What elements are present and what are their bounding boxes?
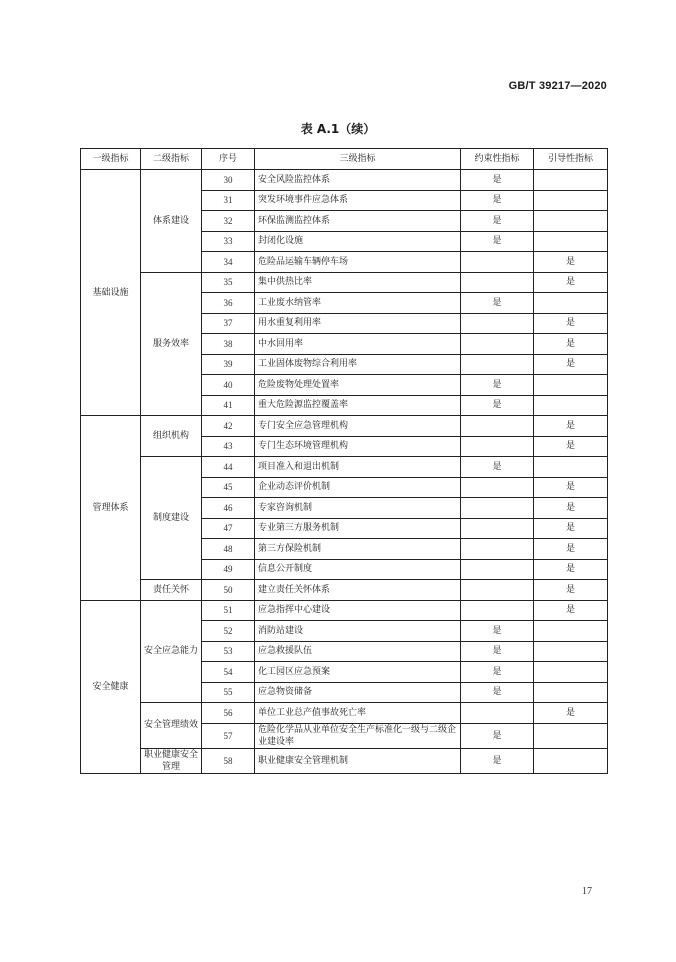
column-header: 二级指标 xyxy=(141,149,202,170)
row-number: 53 xyxy=(202,641,255,662)
indicator-name: 应急救援队伍 xyxy=(255,641,461,662)
indicator-name: 环保监测监控体系 xyxy=(255,211,461,232)
binding-mark: 是 xyxy=(461,662,534,683)
row-number: 31 xyxy=(202,190,255,211)
row-number: 40 xyxy=(202,375,255,396)
row-number: 48 xyxy=(202,539,255,560)
row-number: 30 xyxy=(202,170,255,191)
indicator-name: 职业健康安全管理机制 xyxy=(255,748,461,773)
binding-mark: 是 xyxy=(461,170,534,191)
binding-mark xyxy=(461,703,534,724)
subgroup-cell: 服务效率 xyxy=(141,272,202,416)
guiding-mark xyxy=(534,682,608,703)
indicator-name: 中水回用率 xyxy=(255,334,461,355)
indicator-name: 应急指挥中心建设 xyxy=(255,600,461,621)
binding-mark: 是 xyxy=(461,375,534,396)
binding-mark xyxy=(461,539,534,560)
table-row xyxy=(81,703,608,724)
guiding-mark xyxy=(534,375,608,396)
indicator-name: 应急物资储备 xyxy=(255,682,461,703)
column-header: 引导性指标 xyxy=(534,149,608,170)
guiding-mark: 是 xyxy=(534,334,608,355)
column-header: 序号 xyxy=(202,149,255,170)
guiding-mark: 是 xyxy=(534,436,608,457)
indicator-name: 突发环境事件应急体系 xyxy=(255,190,461,211)
row-number: 55 xyxy=(202,682,255,703)
binding-mark: 是 xyxy=(461,641,534,662)
table-header-row xyxy=(81,149,608,170)
binding-mark xyxy=(461,498,534,519)
guiding-mark: 是 xyxy=(534,559,608,580)
guiding-mark xyxy=(534,190,608,211)
column-header: 一级指标 xyxy=(81,149,141,170)
row-number: 41 xyxy=(202,395,255,416)
table-row xyxy=(81,580,608,601)
guiding-mark: 是 xyxy=(534,272,608,293)
indicator-name: 专业第三方服务机制 xyxy=(255,518,461,539)
row-number: 46 xyxy=(202,498,255,519)
guiding-mark: 是 xyxy=(534,313,608,334)
table-row xyxy=(81,600,608,621)
row-number: 36 xyxy=(202,293,255,314)
indicator-table xyxy=(80,148,608,774)
row-number: 52 xyxy=(202,621,255,642)
indicator-name: 安全风险监控体系 xyxy=(255,170,461,191)
subgroup-cell: 安全应急能力 xyxy=(141,600,202,703)
table-row xyxy=(81,457,608,478)
guiding-mark xyxy=(534,395,608,416)
binding-mark xyxy=(461,313,534,334)
guiding-mark xyxy=(534,457,608,478)
table-row xyxy=(81,170,608,191)
guiding-mark xyxy=(534,621,608,642)
column-header: 约束性指标 xyxy=(461,149,534,170)
row-number: 35 xyxy=(202,272,255,293)
guiding-mark xyxy=(534,748,608,773)
guiding-mark xyxy=(534,723,608,748)
indicator-name: 化工园区应急预案 xyxy=(255,662,461,683)
guiding-mark: 是 xyxy=(534,580,608,601)
binding-mark xyxy=(461,354,534,375)
table-row xyxy=(81,748,608,773)
table-row xyxy=(81,416,608,437)
row-number: 51 xyxy=(202,600,255,621)
subgroup-cell: 制度建设 xyxy=(141,457,202,580)
guiding-mark xyxy=(534,662,608,683)
binding-mark xyxy=(461,334,534,355)
binding-mark: 是 xyxy=(461,395,534,416)
row-number: 47 xyxy=(202,518,255,539)
indicator-name: 项目准入和退出机制 xyxy=(255,457,461,478)
guiding-mark: 是 xyxy=(534,703,608,724)
binding-mark: 是 xyxy=(461,682,534,703)
row-number: 32 xyxy=(202,211,255,232)
guiding-mark: 是 xyxy=(534,539,608,560)
binding-mark: 是 xyxy=(461,457,534,478)
indicator-name: 危险废物处理处置率 xyxy=(255,375,461,396)
group-cell: 管理体系 xyxy=(81,416,141,601)
binding-mark: 是 xyxy=(461,190,534,211)
binding-mark: 是 xyxy=(461,293,534,314)
guiding-mark xyxy=(534,211,608,232)
binding-mark xyxy=(461,252,534,273)
binding-mark: 是 xyxy=(461,621,534,642)
row-number: 58 xyxy=(202,748,255,773)
indicator-name: 工业废水纳管率 xyxy=(255,293,461,314)
indicator-name: 单位工业总产值事故死亡率 xyxy=(255,703,461,724)
guiding-mark: 是 xyxy=(534,477,608,498)
binding-mark xyxy=(461,559,534,580)
subgroup-cell: 职业健康安全管理 xyxy=(141,748,202,773)
row-number: 37 xyxy=(202,313,255,334)
indicator-name: 专门安全应急管理机构 xyxy=(255,416,461,437)
row-number: 39 xyxy=(202,354,255,375)
subgroup-cell: 组织机构 xyxy=(141,416,202,457)
binding-mark xyxy=(461,416,534,437)
binding-mark xyxy=(461,600,534,621)
indicator-name: 企业动态评价机制 xyxy=(255,477,461,498)
row-number: 56 xyxy=(202,703,255,724)
indicator-name: 专家咨询机制 xyxy=(255,498,461,519)
guiding-mark xyxy=(534,641,608,662)
subgroup-cell: 体系建设 xyxy=(141,170,202,273)
indicator-name: 第三方保险机制 xyxy=(255,539,461,560)
table-row xyxy=(81,272,608,293)
indicator-name: 消防站建设 xyxy=(255,621,461,642)
row-number: 42 xyxy=(202,416,255,437)
guiding-mark: 是 xyxy=(534,498,608,519)
row-number: 50 xyxy=(202,580,255,601)
row-number: 45 xyxy=(202,477,255,498)
indicator-name: 危险化学品从业单位安全生产标准化一级与二级企业建设率 xyxy=(255,723,461,748)
indicator-name: 工业固体废物综合利用率 xyxy=(255,354,461,375)
page-number: 17 xyxy=(582,886,592,897)
guiding-mark xyxy=(534,170,608,191)
binding-mark xyxy=(461,272,534,293)
row-number: 44 xyxy=(202,457,255,478)
row-number: 43 xyxy=(202,436,255,457)
binding-mark xyxy=(461,518,534,539)
row-number: 34 xyxy=(202,252,255,273)
guiding-mark: 是 xyxy=(534,252,608,273)
subgroup-cell: 责任关怀 xyxy=(141,580,202,601)
guiding-mark: 是 xyxy=(534,416,608,437)
indicator-name: 建立责任关怀体系 xyxy=(255,580,461,601)
indicator-name: 专门生态环境管理机构 xyxy=(255,436,461,457)
indicator-name: 信息公开制度 xyxy=(255,559,461,580)
binding-mark xyxy=(461,580,534,601)
row-number: 33 xyxy=(202,231,255,252)
row-number: 38 xyxy=(202,334,255,355)
binding-mark: 是 xyxy=(461,211,534,232)
guiding-mark: 是 xyxy=(534,518,608,539)
indicator-name: 危险品运输车辆停车场 xyxy=(255,252,461,273)
group-cell: 安全健康 xyxy=(81,600,141,773)
binding-mark xyxy=(461,436,534,457)
indicator-name: 重大危险源监控覆盖率 xyxy=(255,395,461,416)
subgroup-cell: 安全管理绩效 xyxy=(141,703,202,749)
guiding-mark xyxy=(534,293,608,314)
binding-mark: 是 xyxy=(461,723,534,748)
binding-mark: 是 xyxy=(461,748,534,773)
binding-mark: 是 xyxy=(461,231,534,252)
standard-code: GB/T 39217—2020 xyxy=(508,80,607,92)
guiding-mark xyxy=(534,231,608,252)
column-header: 三级指标 xyxy=(255,149,461,170)
row-number: 57 xyxy=(202,723,255,748)
indicator-name: 用水重复利用率 xyxy=(255,313,461,334)
binding-mark xyxy=(461,477,534,498)
guiding-mark: 是 xyxy=(534,354,608,375)
row-number: 54 xyxy=(202,662,255,683)
indicator-name: 集中供热比率 xyxy=(255,272,461,293)
row-number: 49 xyxy=(202,559,255,580)
table-title: 表 A.1（续） xyxy=(300,122,376,136)
indicator-name: 封闭化设施 xyxy=(255,231,461,252)
guiding-mark: 是 xyxy=(534,600,608,621)
group-cell: 基础设施 xyxy=(81,170,141,416)
